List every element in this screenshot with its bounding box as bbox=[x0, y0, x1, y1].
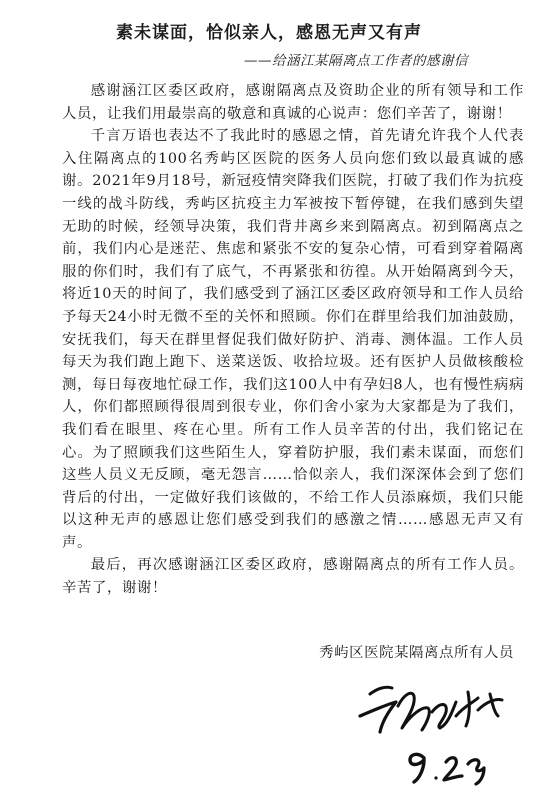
letter-title: 素未谋面，恰似亲人，感恩无声又有声 bbox=[116, 23, 422, 43]
paragraph-opening: 感谢涵江区委区政府，感谢隔离点及资助企业的所有领导和工作人员，让我们用最崇高的敬意和真诚的心说声：您们辛苦了，谢谢！ bbox=[62, 83, 524, 122]
paragraph-closing: 最后，再次感谢涵江区委区政府，感谢隔离点的所有工作人员。辛苦了，谢谢！ bbox=[62, 557, 524, 597]
paragraph-main: 千言万语也表达不了我此时的感恩之情，首先请允许我个人代表入住隔离点的100名秀屿区医院的医务人员向您们致以最真诚的感谢。2021年9月18号，新冠疫情突降我们医院，打破了我们作为抗疫一线的战斗防线，秀屿区抗疫主力军被按下暂停键，在我们感到失望无助的时候，经领导决策，我们背井离乡来到隔离点。初到隔离点之前，我们内心是迷茫、焦虑和紧张不安的复杂心情，可看到穿着隔离服的你们时，我们有了底气，不再紧张和彷徨。从开始隔离到今天，将近10天的时间了，我们感受到了涵江区委区政府领导和工作人员给予每天24小时无微不至的关怀和照顾。你们在群里给我们加油鼓励，安抚我们，每天在群里督促我们做好防护、消毒、测体温。工作人员每天为我们跑上跑下、送菜送饭、收拾垃圾。还有医护人员做核酸检测，每日每夜地忙碌工作，我们这100人中有孕妇8人，也有慢性病病人，你们都照顾得很周到很专业，你们舍小家为大家都是为了我们，我们看在眼里、疼在心里。所有工作人员辛苦的付出，我们铭记在心。为了照顾我们这些陌生人，穿着防护服，我们素未谋面，而您们这些人员义无反顾，毫无怨言……恰似亲人，我们深深体会到了您们背后的付出，一定做好我们该做的，不给工作人员添麻烦，我们只能以这种无声的感恩让您们感受到我们的感激之情……感恩无声又有声。 bbox=[62, 128, 524, 551]
signature-organization: 秀屿区医院某隔离点所有人员 bbox=[319, 645, 514, 661]
letter-body bbox=[62, 80, 524, 600]
handwritten-signature bbox=[352, 672, 522, 792]
letter-subtitle: ——给涵江某隔离点工作者的感谢信 bbox=[244, 53, 468, 69]
